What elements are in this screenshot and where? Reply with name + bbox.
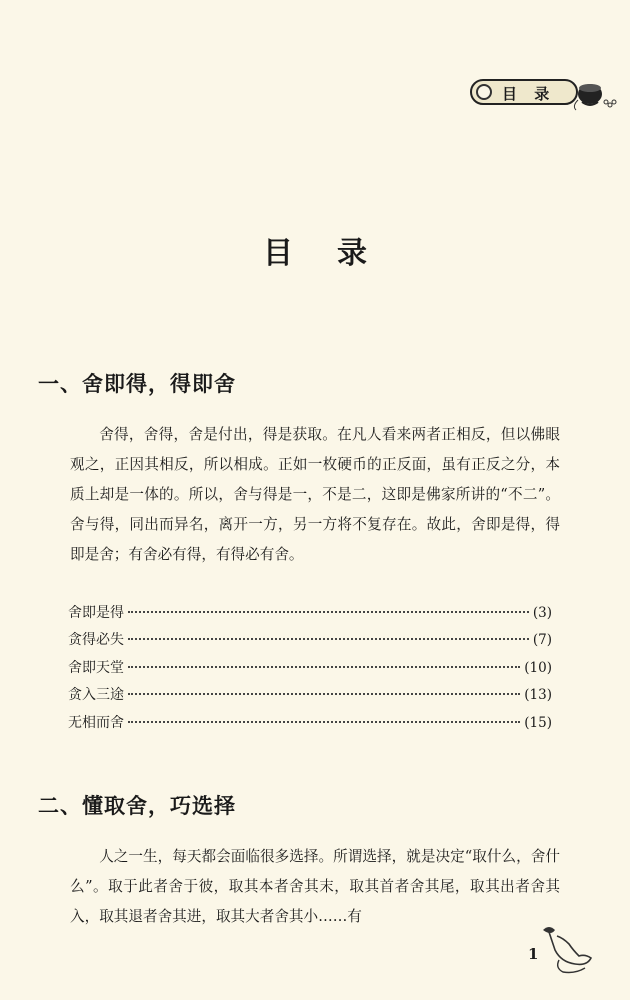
toc-leader-dots bbox=[128, 693, 520, 695]
running-header bbox=[470, 72, 620, 112]
section-heading-2: 二、懂取舍，巧选择 bbox=[38, 794, 236, 818]
toc-entry-page: (7) bbox=[532, 632, 552, 649]
section-intro-2-text: 人之一生，每天都会面临很多选择。所谓选择，就是决定“取什么，舍什么”。取于此者舍于彼，取其本者舍其末，取其首者舍其尾，取其出者舍其入，取其退者舍其进，取其大者舍其小……有 bbox=[70, 848, 560, 925]
section-intro-2 bbox=[70, 842, 560, 932]
toc-leader-dots bbox=[128, 638, 529, 640]
section-intro-1 bbox=[70, 420, 560, 570]
toc-entry-page: (15) bbox=[524, 714, 552, 731]
toc-entry-label: 贪入三途 bbox=[68, 687, 124, 704]
toc-entry-page: (10) bbox=[524, 659, 552, 676]
toc-entry-page: (3) bbox=[532, 605, 552, 621]
toc-entry-label: 贪得必失 bbox=[68, 632, 124, 649]
toc-leader-dots bbox=[128, 666, 520, 668]
toc-entry-label: 无相而舍 bbox=[68, 714, 124, 731]
toc-entry-label: 舍即天堂 bbox=[68, 659, 124, 676]
header-text: 目 录 bbox=[502, 85, 556, 103]
header-banner bbox=[470, 79, 578, 105]
toc-entry-page: (13) bbox=[524, 687, 552, 704]
toc-leader-dots bbox=[128, 611, 529, 613]
toc-list-1 bbox=[68, 602, 552, 739]
incense-pot-icon bbox=[568, 72, 618, 112]
page-title: 目录 bbox=[263, 236, 411, 271]
toc-leader-dots bbox=[128, 721, 520, 723]
lotus-hand-icon bbox=[535, 920, 595, 976]
header-circle-ornament bbox=[476, 84, 492, 100]
toc-entry[interactable] bbox=[68, 629, 552, 656]
toc-entry[interactable] bbox=[68, 712, 552, 739]
page-number: 1 bbox=[528, 945, 539, 963]
section-intro-1-text: 舍得，舍得，舍是付出，得是获取。在凡人看来两者正相反，但以佛眼观之，正因其相反，所以相成。正如一枚硬币的正反面，虽有正反之分，本质上却是一体的。所以，舍与得是一，不是二，这即是佛家所讲的“不二”。舍与得，同出而异名，离开一方，另一方将不复存在。故此，舍即是得，得即是舍；有舍必有得，有得必有舍。 bbox=[70, 426, 560, 563]
toc-entry[interactable] bbox=[68, 602, 552, 629]
toc-entry[interactable] bbox=[68, 684, 552, 711]
section-heading-1: 一、舍即得，得即舍 bbox=[38, 372, 236, 396]
toc-entry-label: 舍即是得 bbox=[68, 605, 124, 621]
toc-entry[interactable] bbox=[68, 657, 552, 684]
